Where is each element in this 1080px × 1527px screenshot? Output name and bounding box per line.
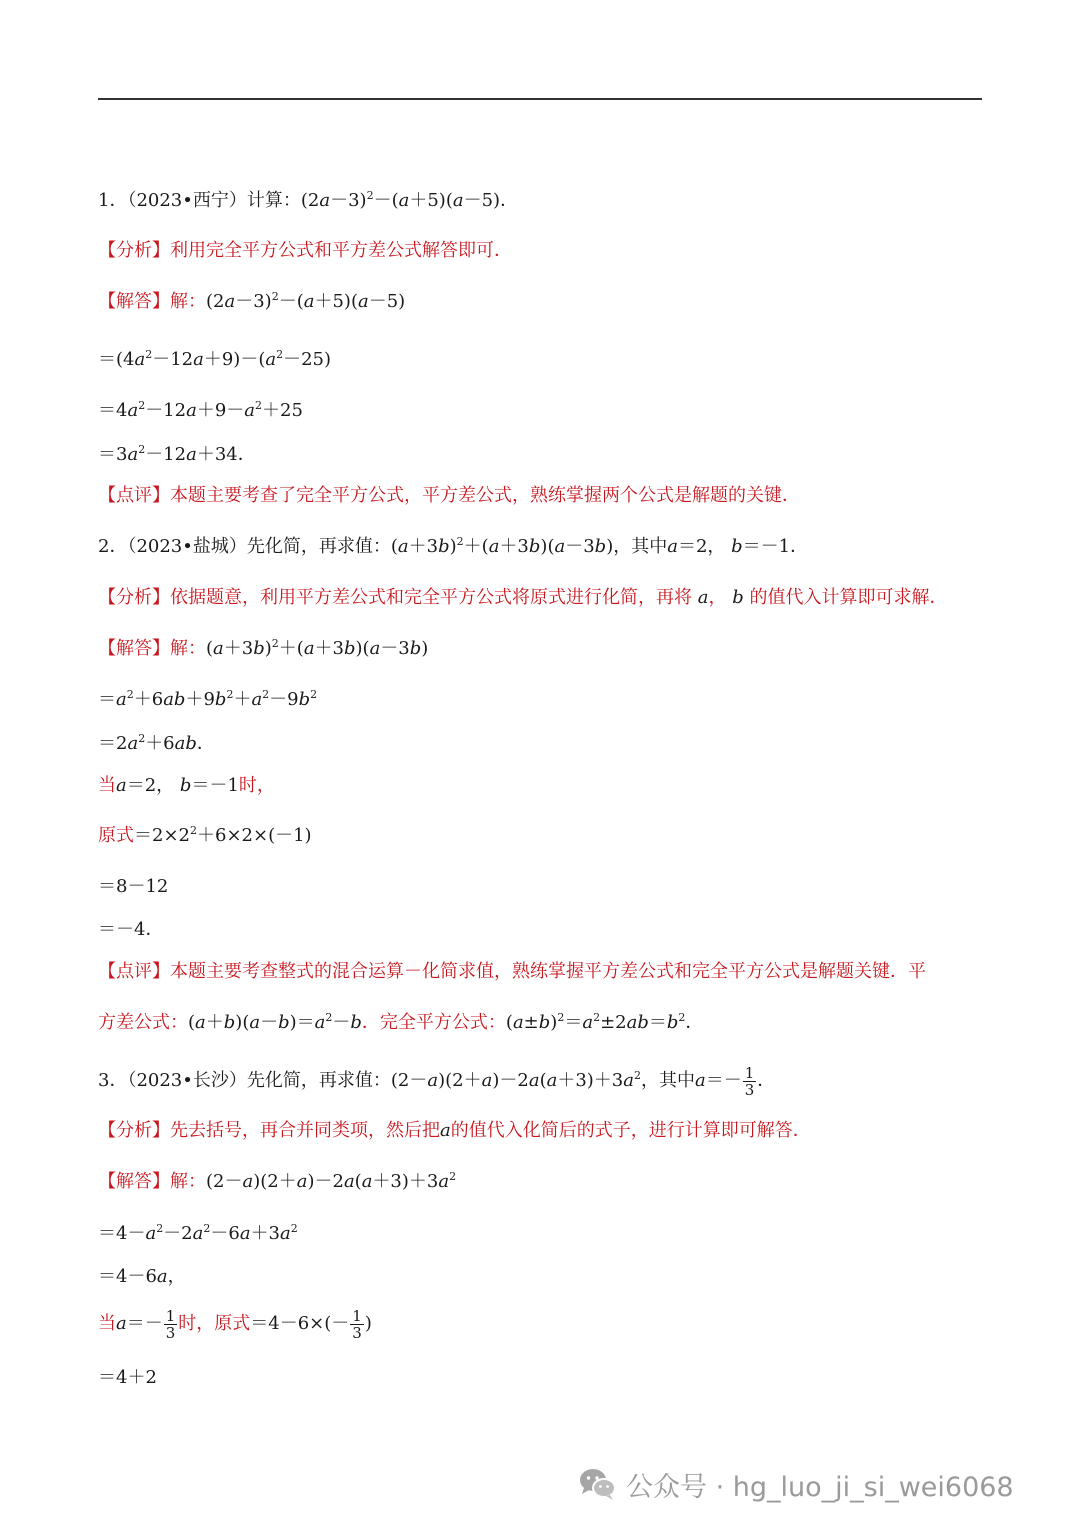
fraction-one-third: $\frac{1}{3}$ bbox=[352, 1306, 362, 1342]
q3-header: 3．（2023•长沙）先化简，再求值：$(2-a)(2+a)-2a(a+3)+3a^2$，其中a＝－ $\frac{1}{3}$ ． bbox=[98, 1063, 776, 1099]
fraction-one-third: $\frac{1}{3}$ bbox=[744, 1063, 755, 1099]
q1-header: 1．（2023•西宁）计算：$(2a-3)^2-(a+5)(a-5)$． bbox=[98, 189, 519, 211]
q1-step-1: $=(4a^2-12a+9)-(a^2-25)$ bbox=[98, 348, 332, 370]
q3-answer: 【解答】解：$(2-a)(2+a)-2a(a+3)+3a^2$ bbox=[98, 1170, 457, 1192]
q2-analysis: 【分析】依据题意，利用平方差公式和完全平方公式将原式进行化简，再将 a， b 的值代入计算即可求解． bbox=[98, 587, 948, 608]
q2-step-2: $=2a^2+6ab$． bbox=[98, 732, 215, 754]
q1-step-3: $=3a^2-12a+34$． bbox=[98, 443, 256, 465]
q2-comment-line-1: 【点评】本题主要考查整式的混合运算－化简求值，熟练掌握平方差公式和完全平方公式是解题关键．平 bbox=[98, 961, 926, 982]
q2-step-1: $=a^2+6ab+9b^2+a^2-9b^2$ bbox=[98, 688, 318, 710]
header-rule bbox=[98, 98, 982, 100]
q2-answer: 【解答】解：$(a+3b)^2+(a+3b)(a-3b)$ bbox=[98, 637, 429, 659]
q2-step-5: ＝－4． bbox=[98, 919, 164, 940]
q3-analysis: 【分析】先去括号，再合并同类项，然后把a的值代入化简后的式子，进行计算即可解答． bbox=[98, 1120, 811, 1141]
q3-step-3: ＝4＋2 bbox=[98, 1367, 157, 1388]
wechat-icon bbox=[578, 1467, 618, 1501]
q1-analysis: 【分析】利用完全平方公式和平方差公式解答即可． bbox=[98, 240, 512, 261]
q3-step-2: ＝4－6a， bbox=[98, 1266, 186, 1287]
q2-substitute: 当a＝2， b＝－1时， bbox=[98, 775, 275, 796]
fraction-one-third: $\frac{1}{3}$ bbox=[165, 1306, 176, 1342]
q3-substitute: 当a＝－ $\frac{1}{3}$ 时，原式＝4－6×(－ $\frac{1}{3}$ ) bbox=[98, 1306, 372, 1342]
q3-step-1: $=4-a^2-2a^2-6a+3a^2$ bbox=[98, 1222, 298, 1244]
q2-header: 2．（2023•盐城）先化简，再求值：$(a+3b)^2+(a+3b)(a-3b)$，其中a＝2， b＝－1． bbox=[98, 535, 809, 557]
q1-answer: 【解答】解：$(2a-3)^2-(a+5)(a-5)$ bbox=[98, 290, 406, 312]
q1-comment: 【点评】本题主要考查了完全平方公式，平方差公式，熟练掌握两个公式是解题的关键． bbox=[98, 485, 800, 506]
q2-comment-line-2: 方差公式：$(a+b)(a-b)=a^2-b$．完全平方公式：$(a\pm b)^2=a^2\pm 2ab=b^2$． bbox=[98, 1011, 704, 1033]
q1-step-2: $=4a^2-12a+9-a^2+25$ bbox=[98, 399, 303, 421]
q2-step-3: 原式$=2\times 2^2+6\times 2\times(-1)$ bbox=[98, 824, 312, 846]
q2-step-4: ＝8－12 bbox=[98, 876, 169, 897]
watermark: 公众号 · hg_luo_ji_si_wei6068 bbox=[578, 1462, 1014, 1506]
